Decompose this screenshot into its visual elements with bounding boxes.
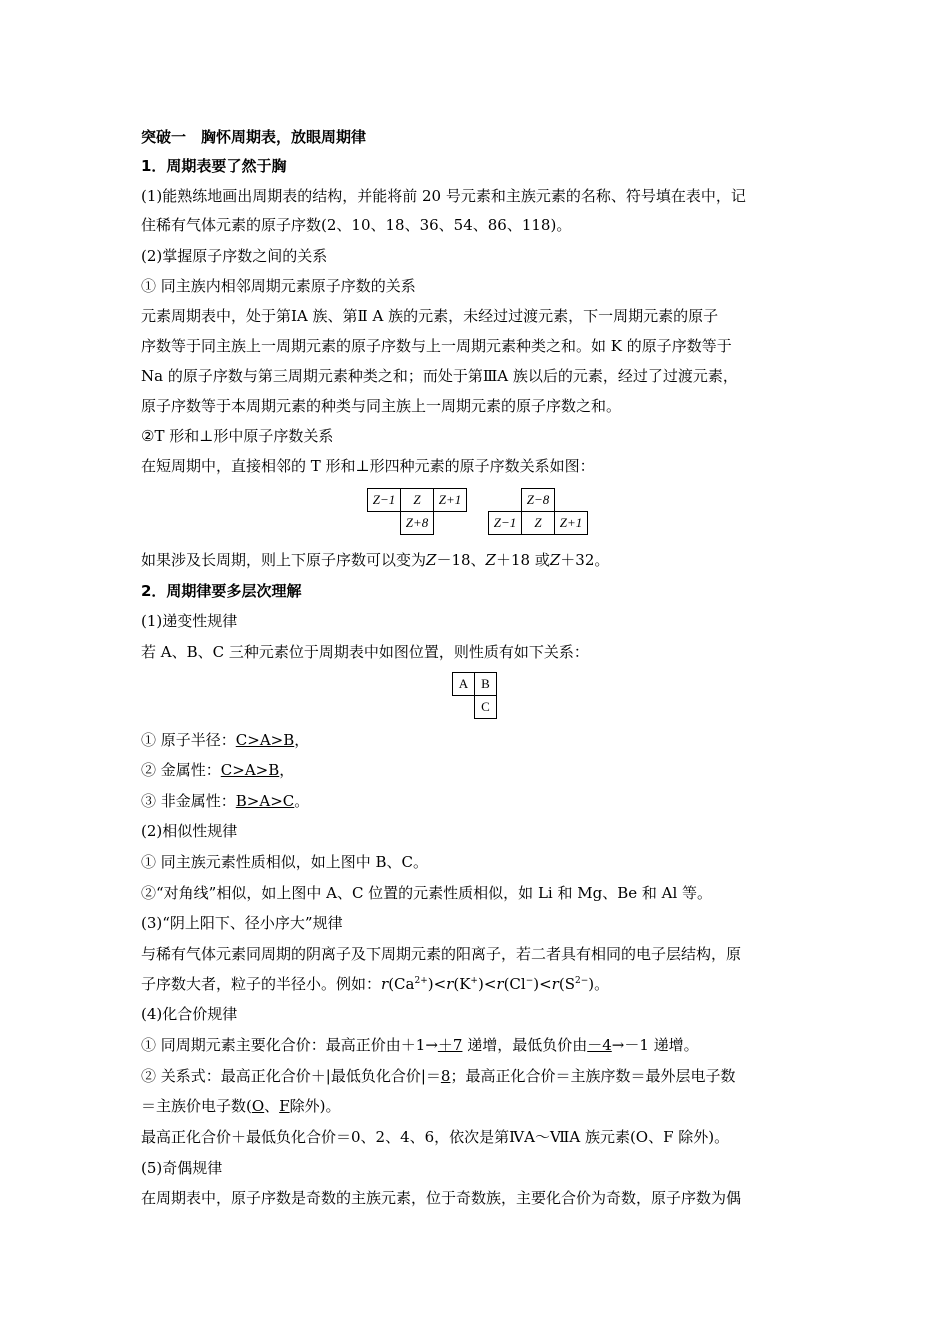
paragraph: (5)奇偶规律: [141, 1159, 223, 1177]
answer: 8: [440, 1067, 451, 1085]
paragraph: 最高正化合价＋最低负化合价＝0、2、4、6，依次是第ⅣA～ⅦA 族元素(O、F 除外)。: [141, 1128, 730, 1146]
t-shape-diagram: [367, 488, 467, 535]
answer: B>A>C: [235, 792, 295, 810]
paragraph: 住稀有气体元素的原子序数(2、10、18、36、54、86、118)。: [141, 216, 572, 234]
cell-c: C: [475, 696, 497, 719]
answer: C>A>B: [235, 731, 295, 749]
answer: O: [251, 1097, 265, 1115]
paragraph: 若 A、B、C 三种元素位于周期表中如图位置，则性质有如下关系：: [141, 643, 589, 661]
cell: Z+1: [555, 512, 588, 535]
paragraph: ＝主族价电子数(O、F除外)。: [141, 1097, 341, 1115]
perp-shape-diagram: [488, 488, 588, 535]
section-heading: 突破一 胸怀周期表，放眼周期律: [141, 128, 367, 146]
paragraph: 在周期表中，原子序数是奇数的主族元素，位于奇数族，主要化合价为奇数，原子序数为偶: [141, 1189, 742, 1207]
cell: Z−8: [522, 489, 555, 512]
paragraph: ②T 形和⊥形中原子序数关系: [141, 427, 334, 445]
answer: C>A>B: [220, 761, 280, 779]
subsection-title-1: 1．周期表要了然于胸: [141, 157, 287, 175]
answer: F: [279, 1097, 290, 1115]
cell-a: A: [453, 673, 475, 696]
paragraph: (3)“阴上阳下、径小序大”规律: [141, 914, 343, 932]
cell: Z: [401, 489, 434, 512]
cell: Z: [522, 512, 555, 535]
answer: ＋7: [437, 1036, 463, 1054]
cell: Z+1: [434, 489, 467, 512]
paragraph: 元素周期表中，处于第ⅠA 族、第Ⅱ A 族的元素，未经过过渡元素，下一周期元素的原子: [141, 307, 719, 325]
paragraph: 如果涉及长周期，则上下原子序数可以变为Z－18、Z＋18 或Z＋32。: [141, 551, 610, 569]
paragraph: (4)化合价规律: [141, 1005, 238, 1023]
cell: Z−1: [489, 512, 522, 535]
paragraph: ② 金属性：C>A>B，: [141, 761, 295, 779]
cell: Z−1: [368, 489, 401, 512]
paragraph: ① 同周期元素主要化合价：最高正价由＋1→＋7 递增，最低负价由－4→－1 递增。: [141, 1036, 699, 1054]
paragraph: ② 关系式：最高正化合价＋|最低负化合价|＝8；最高正化合价＝主族序数＝最外层电子数: [141, 1067, 736, 1085]
paragraph: (2)相似性规律: [141, 822, 238, 840]
paragraph: ②“对角线”相似，如上图中 A、C 位置的元素性质相似，如 Li 和 Mg、Be 和 Al 等。: [141, 884, 713, 902]
paragraph: 与稀有气体元素同周期的阴离子及下周期元素的阳离子，若二者具有相同的电子层结构，原: [141, 945, 742, 963]
paragraph: (1)递变性规律: [141, 612, 238, 630]
paragraph: ① 同主族元素性质相似，如上图中 B、C。: [141, 853, 429, 871]
paragraph: ③ 非金属性：B>A>C。: [141, 792, 310, 810]
cell-b: B: [475, 673, 497, 696]
abc-position-diagram: [452, 672, 497, 719]
paragraph: 序数等于同主族上一周期元素的原子序数与上一周期元素种类之和。如 K 的原子序数等于: [141, 337, 732, 355]
cell: Z+8: [401, 512, 434, 535]
paragraph: (2)掌握原子序数之间的关系: [141, 247, 328, 265]
paragraph: 原子序数等于本周期元素的种类与同主族上一周期元素的原子序数之和。: [141, 397, 622, 415]
paragraph: ① 原子半径：C>A>B，: [141, 731, 310, 749]
paragraph: Na 的原子序数与第三周期元素种类之和；而处于第ⅢA 族以后的元素，经过了过渡元素，: [141, 367, 738, 385]
paragraph: 在短周期中，直接相邻的 T 形和⊥形四种元素的原子序数关系如图：: [141, 457, 595, 475]
paragraph: (1)能熟练地画出周期表的结构，并能将前 20 号元素和主族元素的名称、符号填在表中，记: [141, 187, 746, 205]
subsection-title-2: 2．周期律要多层次理解: [141, 582, 302, 600]
answer: －4: [587, 1036, 612, 1054]
paragraph: ① 同主族内相邻周期元素原子序数的关系: [141, 277, 416, 295]
paragraph: 子序数大者，粒子的半径小。例如：$r(Ca^{2+})<r(K^+)<r(Cl^-)<r(S^{2-})$。: [141, 975, 610, 993]
